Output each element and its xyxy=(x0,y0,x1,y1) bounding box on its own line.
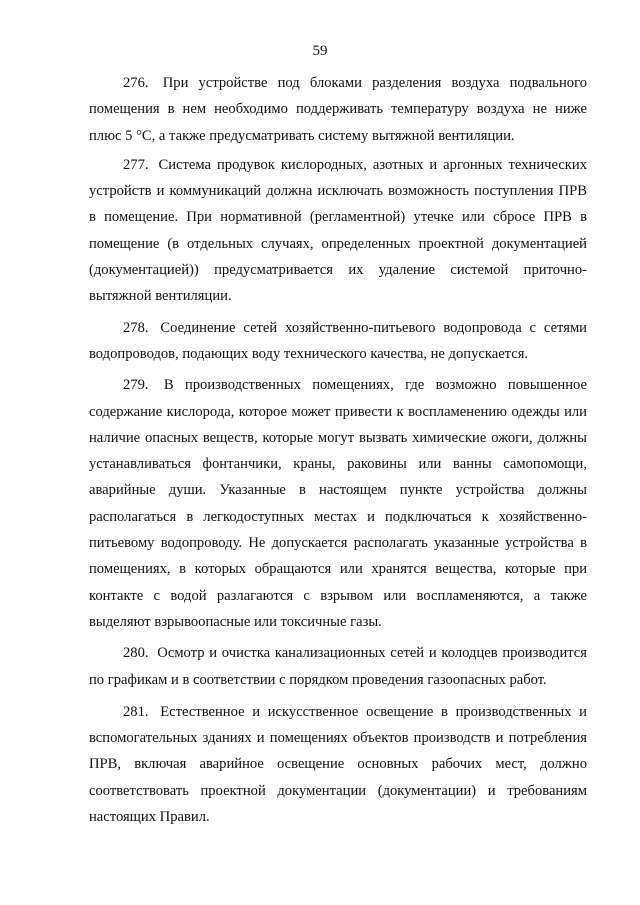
paragraph-281 xyxy=(89,699,587,830)
paragraph-280 xyxy=(89,640,587,693)
paragraph-text: Естественное и искусственное освещение в производственных и вспомогательных зданиях и помещениях объектов производств и потребления ПРВ, включая аварийное освещение основных рабочих мест, должно соответствовать проектной документации (документации) и требованиям настоящих Правил. xyxy=(89,703,587,826)
paragraph-276 xyxy=(89,70,587,149)
paragraph-number: 280. xyxy=(123,645,149,662)
paragraph-text: Осмотр и очистка канализационных сетей и колодцев производится по графикам и в соответствии с порядком проведения газоопасных работ. xyxy=(89,645,587,688)
paragraph-number: 278. xyxy=(123,319,149,336)
paragraph-text: При устройстве под блоками разделения воздуха подвального помещения в нем необходимо поддерживать температуру воздуха не ниже плюс 5 °С, а также предусматривать систему вытяжной вентиляции. xyxy=(89,75,587,144)
paragraph-text: Соединение сетей хозяйственно-питьевого водопровода с сетями водопроводов, подающих воду технического качества, не допускается. xyxy=(89,319,587,362)
paragraph-number: 279. xyxy=(123,377,149,394)
document-body xyxy=(89,70,587,833)
paragraph-278 xyxy=(89,315,587,368)
paragraph-277 xyxy=(89,152,587,310)
paragraph-text: Система продувок кислородных, азотных и аргонных технических устройств и коммуникаций должна исключать возможность поступления ПРВ в помещение. При нормативной (регламентной) утечке или сбросе ПРВ в помещение (в отдельных случаях, определенных проектной документацией (документацией)) предусматривается их удаление системой приточно-вытяжной вентиляции. xyxy=(89,156,587,305)
paragraph-number: 276. xyxy=(123,75,149,91)
paragraph-279 xyxy=(89,372,587,635)
paragraph-text: В производственных помещениях, где возможно повышенное содержание кислорода, которое может привести к воспламенению одежды или наличие опасных веществ, которые могут вызвать химические ожоги, должны устанавливаться фонтанчики, краны, раковины или ванны самопомощи, аварийные души. Указанные в настоящем пункте устройства должны располагаться в легкодоступных местах и подключаться к хозяйственно-питьевому водопроводу. Не допускается располагать указанные устройства в помещениях, в которых обращаются или хранятся вещества, которые при контакте с водой разлагаются с взрывом или воспламеняются, а также выделяют взрывоопасные или токсичные газы. xyxy=(89,377,587,630)
paragraph-number: 281. xyxy=(123,703,149,720)
page-number: 59 xyxy=(312,43,328,59)
paragraph-number: 277. xyxy=(123,156,149,173)
